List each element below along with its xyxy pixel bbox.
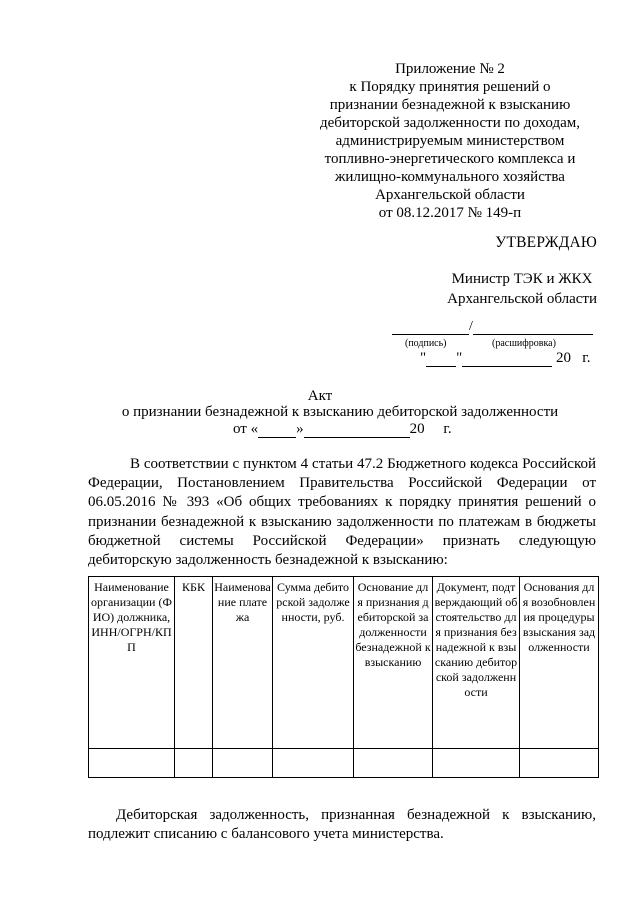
approver-position-line: Министр ТЭК и ЖКХ <box>451 271 593 287</box>
column-header-document: Документ, подтверждающий обстоятельство для признания безнадежной к взысканию дебиторской задолженности <box>433 577 520 749</box>
decoding-caption: (расшифровка) <box>492 338 556 349</box>
approval-date-line <box>420 350 590 367</box>
signature-caption: (подпись) <box>405 338 447 349</box>
appendix-line: к Порядку принятия решений о <box>349 79 551 95</box>
appendix-line: топливно-энергетического комплекса и <box>324 151 576 167</box>
act-day-blank <box>258 423 296 438</box>
approver-position-line: Архангельской области <box>447 291 597 307</box>
day-blank <box>426 352 456 367</box>
act-month-blank <box>304 423 410 438</box>
appendix-line: от 08.12.2017 № 149-п <box>378 205 522 221</box>
column-header-payment-name: Наименование платежа <box>213 577 273 749</box>
signature-separator: / <box>469 319 473 334</box>
approval-heading: УТВЕРЖДАЮ <box>495 234 597 251</box>
body-paragraph: В соответствии с пунктом 4 статьи 47.2 Бюджетного кодекса Российской Федерации, Постановлением Правительства Российской Федерации от 06.05.2016 № 393 «Об общих требованиях к порядку принятия решений о признании безнадежной к взысканию задолженности по платежам в бюджеты бюджетной системы Российской Федерации» признать следующую дебиторскую задолженность безнадежной к взысканию: <box>88 456 596 569</box>
date-year: 20 <box>556 350 571 366</box>
table-cell <box>89 749 175 778</box>
date-close-quote: " <box>456 350 463 366</box>
act-date-prefix: от « <box>233 421 259 437</box>
table-cell <box>175 749 213 778</box>
signature-blank <box>392 320 469 335</box>
table-cell <box>213 749 273 778</box>
appendix-line: Архангельской области <box>375 187 525 203</box>
signature-line <box>392 319 597 335</box>
column-header-resumption-grounds: Основания для возобновления процедуры взыскания задолженности <box>520 577 599 749</box>
appendix-line: жилищно-коммунального хозяйства <box>335 169 565 185</box>
approver-position <box>447 269 597 309</box>
column-header-debt-amount: Сумма дебиторской задолженности, руб. <box>273 577 354 749</box>
decoding-blank <box>473 320 593 335</box>
appendix-line: администрируемым министерством <box>335 133 565 149</box>
debts-table <box>88 576 599 778</box>
date-suffix: г. <box>582 350 591 366</box>
column-header-kbk: КБК <box>175 577 213 749</box>
appendix-line: признании безнадежной к взысканию <box>329 97 571 113</box>
act-subtitle: о признании безнадежной к взысканию дебиторской задолженности <box>121 404 559 420</box>
table-row <box>89 749 599 778</box>
table-cell <box>520 749 599 778</box>
table-header-row <box>89 577 599 749</box>
date-open-quote: " <box>420 350 427 366</box>
act-date-suffix: г. <box>443 421 452 437</box>
table-cell <box>273 749 354 778</box>
table-cell <box>433 749 520 778</box>
appendix-line: дебиторской задолженности по доходам, <box>319 115 581 131</box>
appendix-header <box>300 60 600 222</box>
column-header-basis: Основание для признания дебиторской задолженности безнадежной к взысканию <box>354 577 433 749</box>
act-date-year: 20 <box>409 421 425 437</box>
appendix-line: Приложение № 2 <box>395 61 505 77</box>
month-blank <box>462 352 552 367</box>
table-cell <box>354 749 433 778</box>
act-title: Акт <box>307 388 333 404</box>
act-date-mid: » <box>296 421 304 437</box>
act-date-line <box>233 421 452 438</box>
footer-paragraph: Дебиторская задолженность, признанная безнадежной к взысканию, подлежит списанию с балансового учета министерства. <box>88 807 596 842</box>
column-header-debtor: Наименование организации (ФИО) должника, ИНН/ОГРН/КПП <box>89 577 175 749</box>
